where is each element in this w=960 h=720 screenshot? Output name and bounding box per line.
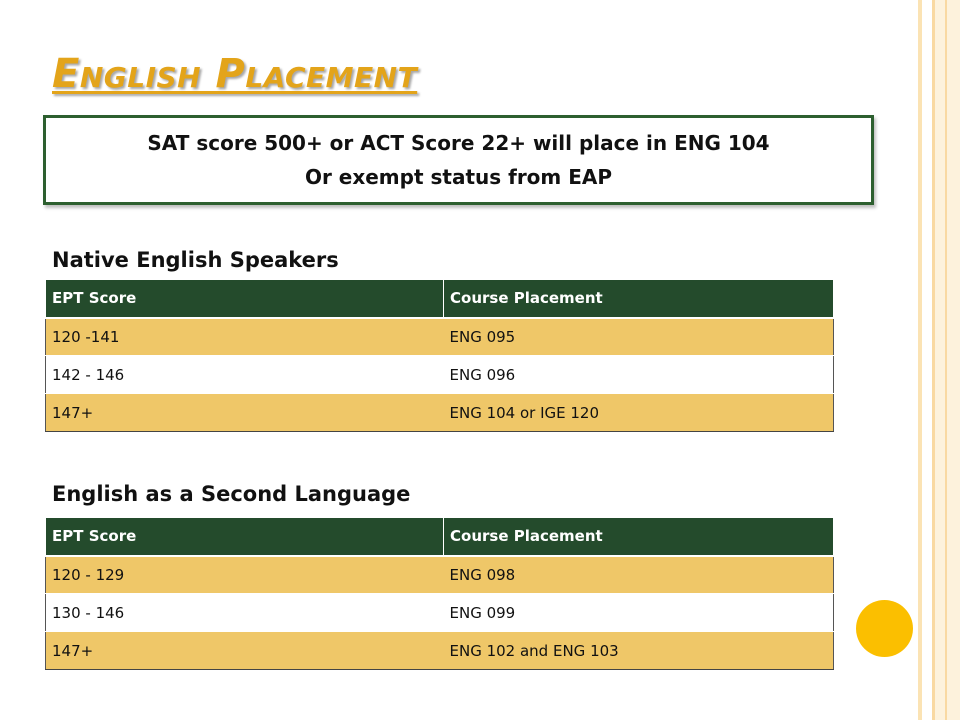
table-row xyxy=(46,632,834,670)
course-placement-cell: ENG 098 xyxy=(444,556,834,594)
esl-heading: English as a Second Language xyxy=(52,482,411,506)
column-header-ept-score: EPT Score xyxy=(46,280,444,318)
table-row xyxy=(46,318,834,356)
table-header-row xyxy=(46,518,834,556)
notice-box xyxy=(43,115,874,205)
column-header-course-placement: Course Placement xyxy=(444,280,834,318)
course-placement-cell: ENG 099 xyxy=(444,594,834,632)
column-header-course-placement: Course Placement xyxy=(444,518,834,556)
esl-placement-table xyxy=(45,517,834,670)
table-row xyxy=(46,594,834,632)
edge-line xyxy=(945,0,947,720)
table-row xyxy=(46,556,834,594)
course-placement-cell: ENG 102 and ENG 103 xyxy=(444,632,834,670)
ept-score-cell: 120 -141 xyxy=(46,318,444,356)
course-placement-cell: ENG 104 or IGE 120 xyxy=(444,394,834,432)
table-header-row xyxy=(46,280,834,318)
ept-score-cell: 147+ xyxy=(46,632,444,670)
ept-score-cell: 142 - 146 xyxy=(46,356,444,394)
ept-score-cell: 147+ xyxy=(46,394,444,432)
native-placement-table xyxy=(45,279,834,432)
course-placement-cell: ENG 095 xyxy=(444,318,834,356)
notice-line-2: Or exempt status from EAP xyxy=(304,165,613,189)
table-row xyxy=(46,394,834,432)
decorative-circle xyxy=(856,600,913,657)
course-placement-cell: ENG 096 xyxy=(444,356,834,394)
ept-score-cell: 120 - 129 xyxy=(46,556,444,594)
table-row xyxy=(46,356,834,394)
slide-title: English Placement xyxy=(52,51,418,97)
notice-line-1: SAT score 500+ or ACT Score 22+ will place in ENG 104 xyxy=(147,131,770,155)
column-header-ept-score: EPT Score xyxy=(46,518,444,556)
ept-score-cell: 130 - 146 xyxy=(46,594,444,632)
native-speakers-heading: Native English Speakers xyxy=(52,248,339,272)
edge-gap xyxy=(922,0,932,720)
